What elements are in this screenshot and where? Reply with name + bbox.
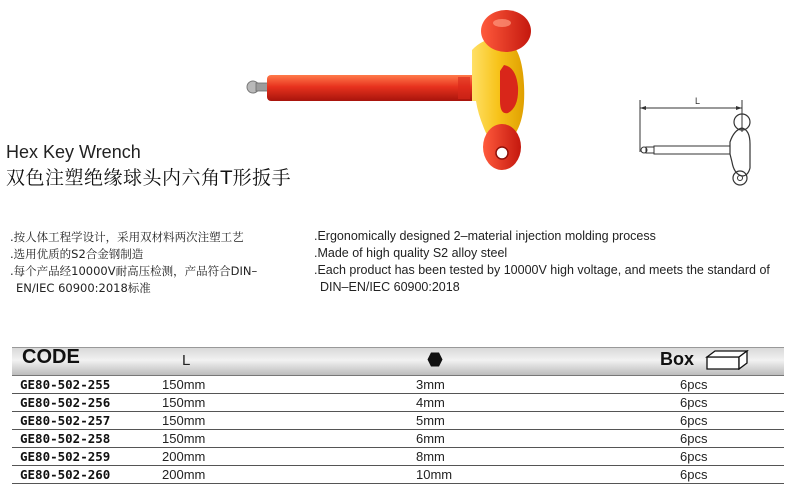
cell-size: 6mm <box>416 431 445 446</box>
feature-cn-1: .按人体工程学设计，采用双材料两次注塑工艺 <box>10 230 244 244</box>
feature-en-3: .Each product has been tested by 10000V high voltage, and meets the standard of <box>314 263 770 277</box>
cell-box: 6pcs <box>680 449 708 464</box>
cell-length: 200mm <box>162 449 206 464</box>
cell-length: 150mm <box>162 413 206 428</box>
cell-box: 6pcs <box>680 467 708 482</box>
dimension-diagram <box>630 92 790 192</box>
table-row <box>12 394 784 412</box>
header-box: Box <box>660 349 695 369</box>
cell-code: GE80-502-257 <box>20 413 111 428</box>
feature-cn-3: .每个产品经10000V耐高压检测，产品符合DIN– <box>10 264 258 278</box>
feature-cn-4: EN/IEC 60900:2018标准 <box>16 281 151 295</box>
header-length: L <box>182 352 191 369</box>
cell-code: GE80-502-258 <box>20 431 111 446</box>
feature-list-en <box>314 228 800 296</box>
cell-code: GE80-502-259 <box>20 449 111 464</box>
header-code: CODE <box>22 346 80 368</box>
cell-size: 10mm <box>416 467 453 482</box>
product-image <box>240 5 540 175</box>
feature-en-1: .Ergonomically designed 2–material injection molding process <box>314 229 656 243</box>
cell-size: 5mm <box>416 413 445 428</box>
cell-length: 150mm <box>162 377 206 392</box>
cell-code: GE80-502-256 <box>20 395 111 410</box>
feature-cn-2: .选用优质的S2合金钢制造 <box>10 247 144 261</box>
cell-box: 6pcs <box>680 431 708 446</box>
cell-box: 6pcs <box>680 413 708 428</box>
cell-box: 6pcs <box>680 395 708 410</box>
feature-en-2: .Made of high quality S2 alloy steel <box>314 246 508 260</box>
cell-length: 150mm <box>162 395 206 410</box>
table-row <box>12 376 784 394</box>
cell-length: 200mm <box>162 467 206 482</box>
cell-code: GE80-502-255 <box>20 377 111 392</box>
table-row <box>12 448 784 466</box>
cell-code: GE80-502-260 <box>20 467 111 482</box>
hexagon-icon <box>427 352 443 367</box>
table-row <box>12 430 784 448</box>
feature-list-cn <box>10 229 310 297</box>
product-title-cn: 双色注塑绝缘球头内六角T形扳手 <box>6 167 292 189</box>
feature-en-4: DIN–EN/IEC 60900:2018 <box>320 280 460 294</box>
dimension-label: L <box>695 96 701 106</box>
cell-size: 3mm <box>416 377 445 392</box>
cell-length: 150mm <box>162 431 206 446</box>
cell-size: 8mm <box>416 449 445 464</box>
table-row <box>12 412 784 430</box>
product-title-en: Hex Key Wrench <box>6 142 141 162</box>
cell-size: 4mm <box>416 395 445 410</box>
cell-box: 6pcs <box>680 377 708 392</box>
box-icon <box>705 350 749 370</box>
table-row <box>12 466 784 484</box>
